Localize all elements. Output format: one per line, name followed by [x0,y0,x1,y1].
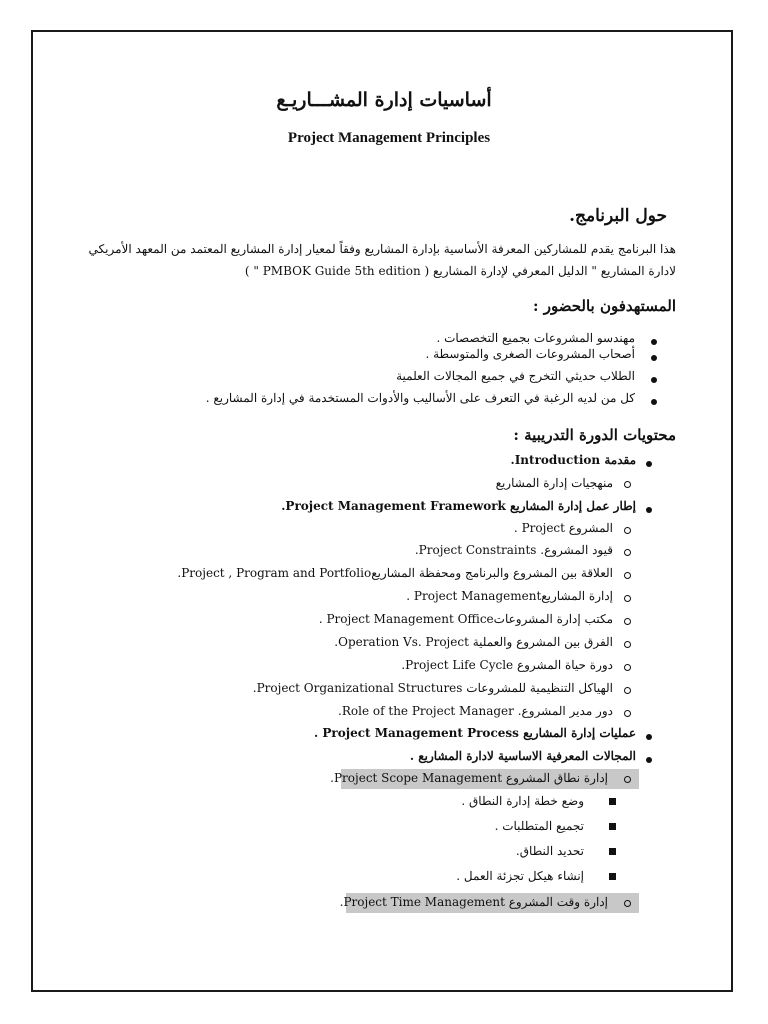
sub-bullet-circle [624,710,631,717]
scope-item: تحديد النطاق. [515,844,584,858]
framework-item: العلاقة بين المشروع والبرنامج ومحفظة المشاريعProject , Program and Portfolio. [177,566,613,580]
process-heading: عمليات إدارة المشاريع Project Management Process . [314,726,636,740]
scope-item: تجميع المتطلبات . [494,819,584,833]
framework-item: الفرق بين المشروع والعملية Operation Vs. Project. [334,635,613,649]
bullet-dot [646,461,652,467]
framework-item: المشروع Project . [513,521,613,535]
audience-item: الطلاب حديثي التخرج في جميع المجالات العلمية [396,369,635,383]
scope-item: وضع خطة إدارة النطاق . [461,794,584,808]
audience-item: مهندسو المشروعات بجميع التخصصات . [436,331,635,345]
sub-bullet-circle [624,641,631,648]
about-text-line-1: هذا البرنامج يقدم للمشاركين المعرفة الأساسية بإدارة المشاريع وفقاً لمعيار إدارة المشاريع المعتمد من المعهد الأمريكي [88,242,676,256]
sub-bullet-circle [624,481,631,488]
audience-item: أصحاب المشروعات الصغرى والمتوسطة . [425,347,635,361]
contents-heading: محتويات الدورة التدريبية : [513,426,676,444]
intro-item: منهجيات إدارة المشاريع [495,476,613,490]
bullet-dot [646,757,652,763]
about-text-line-2: لادارة المشاريع " الدليل المعرفي لإدارة المشاريع ( PMBOK Guide 5th edition " ) [244,264,676,278]
sub-bullet-circle [624,595,631,602]
scope-heading: إدارة نطاق المشروع Project Scope Management. [330,771,608,785]
about-heading: حول البرنامج. [569,206,667,226]
framework-item: إدارة المشاريعProject Management . [406,589,613,603]
audience-heading: المستهدفون بالحضور : [532,297,676,315]
bullet-dot [651,377,657,383]
sub-bullet-circle [624,664,631,671]
intro-heading: مقدمة Introduction. [510,453,636,467]
time-heading: إدارة وقت المشروع Project Time Management. [339,895,608,909]
sub-bullet-circle [624,687,631,694]
scope-item: إنشاء هيكل تجزئة العمل . [456,869,584,883]
bullet-dot [646,507,652,513]
sub-bullet-circle [624,618,631,625]
bullet-dot [651,399,657,405]
sub-sub-bullet-square [609,848,616,855]
sub-sub-bullet-square [609,798,616,805]
sub-bullet-circle [624,776,631,783]
sub-sub-bullet-square [609,873,616,880]
document-title-english: Project Management Principles [287,130,491,146]
bullet-dot [651,339,657,345]
framework-item: دور مدير المشروع. Role of the Project Manager. [338,704,613,718]
framework-heading: إطار عمل إدارة المشاريع Project Management Framework. [281,499,636,513]
sub-sub-bullet-square [609,823,616,830]
framework-item: مكتب إدارة المشروعاتProject Management Office . [318,612,613,626]
framework-item: قيود المشروع. Project Constraints. [414,543,613,557]
bullet-dot [646,734,652,740]
audience-item: كل من لديه الرغبة في التعرف على الأساليب والأدوات المستخدمة في إدارة المشاريع . [205,391,635,405]
sub-bullet-circle [624,549,631,556]
framework-item: دورة حياة المشروع Project Life Cycle. [401,658,613,672]
sub-bullet-circle [624,900,631,907]
sub-bullet-circle [624,527,631,534]
framework-item: الهياكل التنظيمية للمشروعات Project Organizational Structures. [252,681,613,695]
knowledge-heading: المجالات المعرفية الاساسية لادارة المشاريع . [409,749,636,763]
sub-bullet-circle [624,572,631,579]
bullet-dot [651,355,657,361]
document-title-arabic: أساسيات إدارة المشـــاريـع [276,89,492,111]
